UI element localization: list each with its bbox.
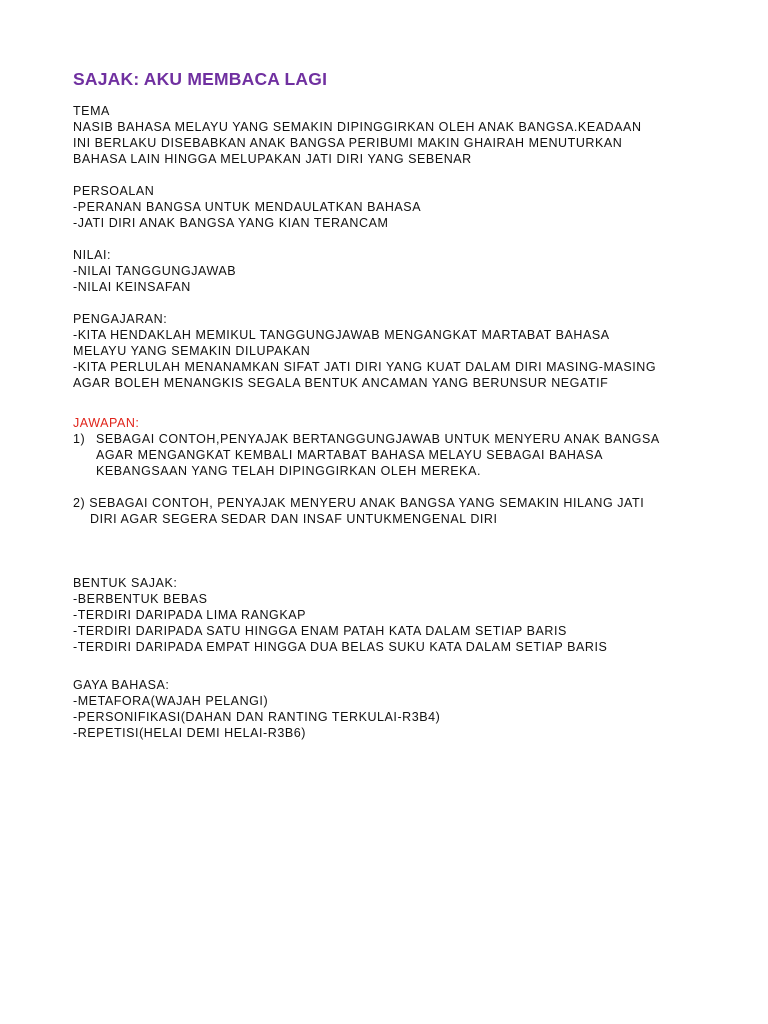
text-line: -NILAI TANGGUNGJAWAB xyxy=(73,264,237,278)
text-line: DIRI AGAR SEGERA SEDAR DAN INSAF UNTUKMENGENAL DIRI xyxy=(90,512,498,526)
spacer xyxy=(73,479,723,495)
section-heading: NILAI: xyxy=(73,248,112,262)
text-line: -BERBENTUK BEBAS xyxy=(73,592,208,606)
text-line: -PERSONIFIKASI(DAHAN DAN RANTING TERKULAI-R3B4) xyxy=(73,710,441,724)
spacer xyxy=(73,407,723,415)
section-nilai xyxy=(73,247,723,295)
section-pengajaran xyxy=(73,311,723,391)
text-line: BAHASA LAIN HINGGA MELUPAKAN JATI DIRI YANG SEBENAR xyxy=(73,152,472,166)
section-heading: BENTUK SAJAK: xyxy=(73,576,178,590)
section-heading: GAYA BAHASA: xyxy=(73,678,170,692)
text-line: KEBANGSAAN YANG TELAH DIPINGGIRKAN OLEH MEREKA. xyxy=(96,464,481,478)
text-line: -KITA HENDAKLAH MEMIKUL TANGGUNGJAWAB MENGANGKAT MARTABAT BAHASA xyxy=(73,328,610,342)
section-jawapan xyxy=(73,415,723,527)
text-line: -TERDIRI DARIPADA LIMA RANGKAP xyxy=(73,608,306,622)
section-persoalan xyxy=(73,183,723,231)
answer-2 xyxy=(73,495,723,527)
spacer xyxy=(73,295,723,311)
text-line: AGAR BOLEH MENANGKIS SEGALA BENTUK ANCAMAN YANG BERUNSUR NEGATIF xyxy=(73,376,609,390)
text-line: -REPETISI(HELAI DEMI HELAI-R3B6) xyxy=(73,726,306,740)
text-line: -PERANAN BANGSA UNTUK MENDAULATKAN BAHASA xyxy=(73,200,422,214)
text-line: -METAFORA(WAJAH PELANGI) xyxy=(73,694,269,708)
text-line: NASIB BAHASA MELAYU YANG SEMAKIN DIPINGGIRKAN OLEH ANAK BANGSA.KEADAAN xyxy=(73,120,642,134)
spacer xyxy=(73,527,723,575)
text-line: -TERDIRI DARIPADA SATU HINGGA ENAM PATAH KATA DALAM SETIAP BARIS xyxy=(73,624,567,638)
text-line: AGAR MENGANGKAT KEMBALI MARTABAT BAHASA MELAYU SEBAGAI BAHASA xyxy=(96,448,604,462)
answer-number: 1) xyxy=(73,432,86,446)
text-line: SEBAGAI CONTOH,PENYAJAK BERTANGGUNGJAWAB UNTUK MENYERU ANAK BANGSA xyxy=(96,432,660,446)
document-page xyxy=(73,68,723,741)
text-line: -NILAI KEINSAFAN xyxy=(73,280,191,294)
section-heading: TEMA xyxy=(73,104,110,118)
text-line: MELAYU YANG SEMAKIN DILUPAKAN xyxy=(73,344,311,358)
section-bentuk-sajak xyxy=(73,575,723,655)
spacer xyxy=(73,167,723,183)
section-tema xyxy=(73,103,723,167)
text-line: 2) SEBAGAI CONTOH, PENYAJAK MENYERU ANAK BANGSA YANG SEMAKIN HILANG JATI xyxy=(73,496,645,510)
section-heading: PERSOALAN xyxy=(73,184,155,198)
text-line: -TERDIRI DARIPADA EMPAT HINGGA DUA BELAS SUKU KATA DALAM SETIAP BARIS xyxy=(73,640,608,654)
section-heading: PENGAJARAN: xyxy=(73,312,168,326)
text-line: -JATI DIRI ANAK BANGSA YANG KIAN TERANCAM xyxy=(73,216,389,230)
text-line: INI BERLAKU DISEBABKAN ANAK BANGSA PERIBUMI MAKIN GHAIRAH MENUTURKAN xyxy=(73,136,623,150)
answer-body xyxy=(96,431,723,479)
text-line: -KITA PERLULAH MENANAMKAN SIFAT JATI DIRI YANG KUAT DALAM DIRI MASING-MASING xyxy=(73,360,657,374)
answer-1 xyxy=(73,431,723,479)
jawapan-heading: JAWAPAN: xyxy=(73,416,140,430)
spacer xyxy=(73,391,723,407)
spacer xyxy=(73,231,723,247)
spacer xyxy=(73,655,723,671)
document-title: SAJAK: AKU MEMBACA LAGI xyxy=(73,69,328,89)
section-gaya-bahasa xyxy=(73,677,723,741)
